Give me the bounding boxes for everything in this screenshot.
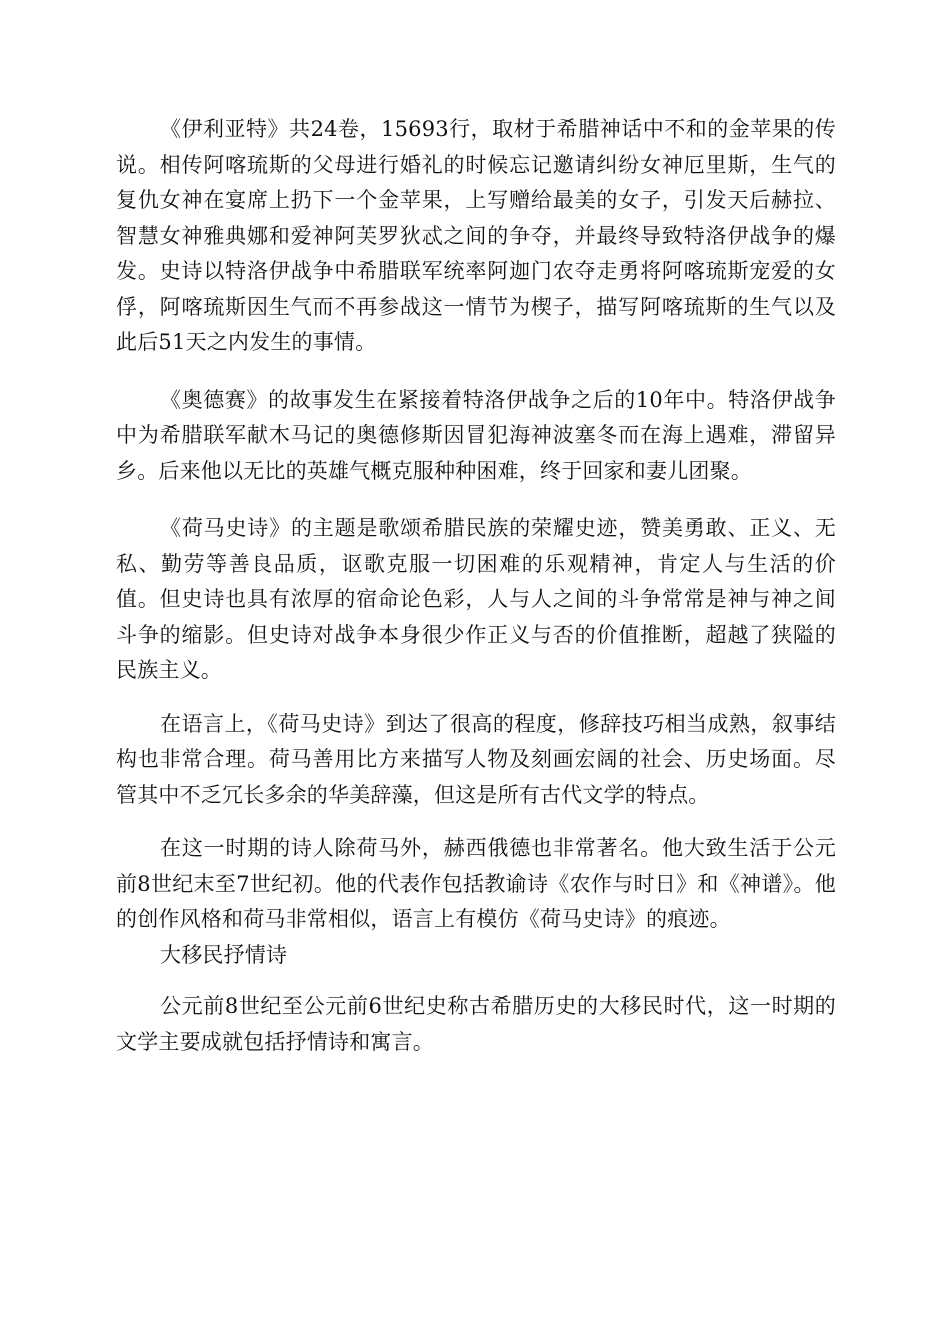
section-heading: 大移民抒情诗 — [160, 942, 288, 967]
paragraph-language: 在语言上，《荷马史诗》到达了很高的程度，修辞技巧相当成熟，叙事结构也非常合理。荷马善用比方来描写人物及刻画宏阔的社会、历史场面。尽管其中不乏冗长多余的华美辞藻，但这是所有古代文学的特点。 — [116, 711, 836, 807]
paragraph-hesiod: 在这一时期的诗人除荷马外，赫西俄德也非常著名。他大致生活于公元前8世纪末至7世纪初。他的代表作包括教谕诗《农作与时日》和《神谱》。他的创作风格和荷马非常相似，语言上有模仿《荷马史诗》的痕迹。 — [116, 836, 836, 931]
document-page — [116, 112, 836, 1060]
paragraph-iliad: 《伊利亚特》共24卷，15693行，取材于希腊神话中不和的金苹果的传说。相传阿喀琉斯的父母进行婚礼的时候忘记邀请纠纷女神厄里斯，生气的复仇女神在宴席上扔下一个金苹果，上写赠给最美的女子，引发天后赫拉、智慧女神雅典娜和爱神阿芙罗狄忒之间的争夺，并最终导致特洛伊战争的爆发。史诗以特洛伊战争中希腊联军统率阿迦门农夺走勇将阿喀琉斯宠爱的女俘，阿喀琉斯因生气而不再参战这一情节为楔子，描写阿喀琉斯的生气以及此后51天之内发生的事情。 — [116, 117, 836, 354]
paragraph-odyssey: 《奥德赛》的故事发生在紧接着特洛伊战争之后的10年中。特洛伊战争中为希腊联军献木马记的奥德修斯因冒犯海神波塞冬而在海上遇难，滞留异乡。后来他以无比的英雄气概克服种种困难，终于回家和妻儿团聚。 — [116, 387, 836, 483]
paragraph-migration-era: 公元前8世纪至公元前6世纪史称古希腊历史的大移民时代，这一时期的文学主要成就包括抒情诗和寓言。 — [116, 994, 836, 1054]
paragraph-homeric-theme: 《荷马史诗》的主题是歌颂希腊民族的荣耀史迹，赞美勇敢、正义、无私、勤劳等善良品质，讴歌克服一切困难的乐观精神，肯定人与生活的价值。但史诗也具有浓厚的宿命论色彩，人与人之间的斗争常常是神与神之间斗争的缩影。但史诗对战争本身很少作正义与否的价值推断，超越了狭隘的民族主义。 — [116, 516, 836, 682]
